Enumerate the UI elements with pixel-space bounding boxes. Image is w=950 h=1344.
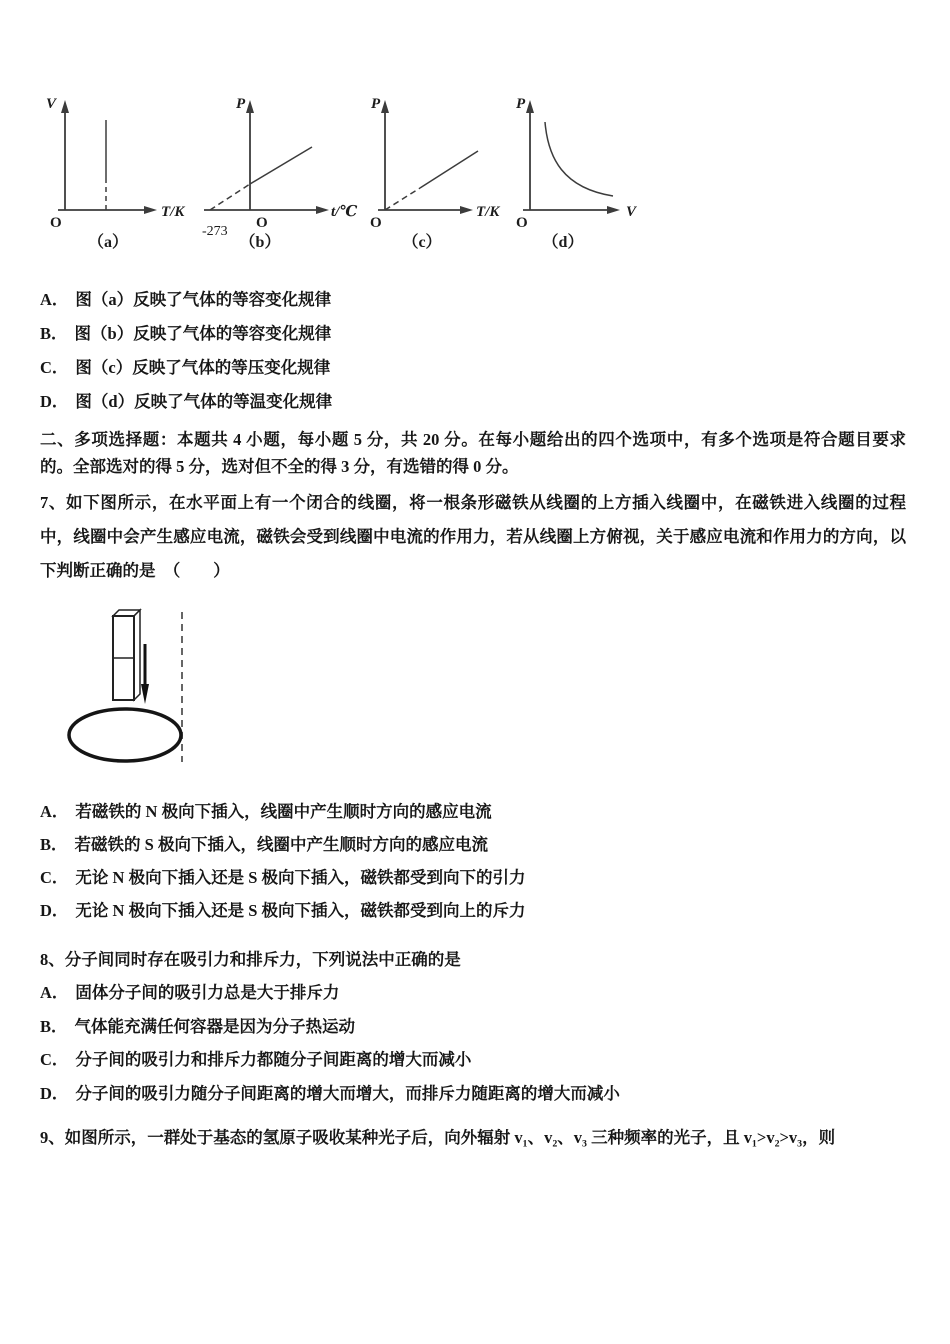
option-text: 若磁铁的 N 极向下插入，线圈中产生顺时方向的感应电流 bbox=[75, 802, 492, 821]
insertion-arrow-icon bbox=[141, 684, 149, 704]
graph-c-y-label: P bbox=[371, 96, 381, 112]
option-row-c bbox=[40, 864, 906, 897]
option-row-a bbox=[40, 798, 906, 831]
option-text: 若磁铁的 S 极向下插入，线圈中产生顺时方向的感应电流 bbox=[74, 835, 488, 854]
option-label: A． bbox=[40, 983, 69, 1002]
question8-stem: 8、分子间同时存在吸引力和排斥力，下列说法中正确的是 bbox=[40, 950, 461, 969]
graph-c-solid-line bbox=[420, 151, 478, 188]
graph-d-caption: （d） bbox=[542, 234, 584, 251]
question7-options bbox=[40, 798, 906, 930]
option-row-d bbox=[40, 388, 906, 422]
graph-a-y-label: V bbox=[46, 96, 57, 112]
option-text: 图（c）反映了气体的等压变化规律 bbox=[75, 358, 331, 377]
option-row-a bbox=[40, 286, 906, 320]
question8-options bbox=[40, 979, 906, 1113]
option-label: D． bbox=[40, 1083, 69, 1103]
graph-b-caption: （b） bbox=[239, 234, 281, 251]
graph-b-tick-minus273: -273 bbox=[202, 224, 228, 239]
graph-b-dashed-line bbox=[210, 184, 250, 210]
option-label: C． bbox=[40, 868, 69, 887]
graph-a-x-label: T/K bbox=[161, 204, 185, 220]
graph-b-origin: O bbox=[256, 215, 268, 231]
graph-b-x-label: t/℃ bbox=[331, 204, 358, 220]
option-text: 分子间的吸引力和排斥力都随分子间距离的增大而减小 bbox=[75, 1050, 472, 1069]
option-label: B． bbox=[40, 835, 68, 854]
magnet-coil-figure-svg bbox=[64, 602, 274, 772]
option-row-a bbox=[40, 979, 906, 1013]
option-row-d bbox=[40, 1080, 906, 1114]
option-label: C． bbox=[40, 358, 69, 377]
option-text: 无论 N 极向下插入还是 S 极向下插入，磁铁都受到向下的引力 bbox=[75, 868, 526, 887]
graph-d-y-label: P bbox=[516, 96, 526, 112]
section2-header: 二、多项选择题：本题共 4 小题，每小题 5 分，共 20 分。在每小题给出的四个选项中，有多个选项是符合题目要求的。全部选对的得 5 分，选对但不全的得 3 分，有选错的得 0 分。 bbox=[40, 430, 906, 476]
option-row-b bbox=[40, 1013, 906, 1047]
graph-d-hyperbola-curve bbox=[545, 122, 613, 196]
option-row-b bbox=[40, 831, 906, 864]
question7-stem: 7、如下图所示，在水平面上有一个闭合的线圈，将一根条形磁铁从线圈的上方插入线圈中，在磁铁进入线圈的过程中，线圈中会产生感应电流，磁铁会受到线圈中电流的作用力，若从线圈上方俯视，关于感应电流和作用力的方向，以下判断正确的是 （ ） bbox=[40, 493, 906, 580]
coil-ellipse bbox=[69, 709, 181, 761]
graph-c-x-label: T/K bbox=[476, 204, 500, 220]
gas-question-options bbox=[40, 286, 906, 422]
option-label: D． bbox=[40, 392, 69, 411]
option-label: A． bbox=[40, 290, 69, 309]
option-text: 分子间的吸引力随分子间距离的增大而增大，而排斥力随距离的增大而减小 bbox=[75, 1083, 620, 1103]
graph-d-isotherm bbox=[505, 90, 660, 253]
option-row-c bbox=[40, 354, 906, 388]
graph-a-isochoric bbox=[40, 90, 200, 253]
graph-c-origin: O bbox=[370, 215, 382, 231]
option-label: D． bbox=[40, 901, 69, 920]
option-label: C． bbox=[40, 1050, 69, 1069]
option-text: 气体能充满任何容器是因为分子热运动 bbox=[74, 1016, 356, 1036]
option-label: B． bbox=[40, 324, 68, 343]
graph-a-caption: （a） bbox=[87, 234, 129, 251]
graph-c-isochoric-kelvin bbox=[360, 90, 510, 253]
graph-b-pressure-celsius bbox=[200, 90, 360, 253]
option-text: 图（a）反映了气体的等容变化规律 bbox=[75, 290, 332, 309]
option-row-d bbox=[40, 897, 906, 930]
graph-d-x-label: V bbox=[626, 204, 637, 220]
option-text: 图（b）反映了气体的等容变化规律 bbox=[74, 324, 332, 343]
graph-c-dashed-line bbox=[385, 188, 420, 210]
graph-d-origin: O bbox=[516, 215, 528, 231]
question9-stem: 9、如图所示，一群处于基态的氢原子吸收某种光子后，向外辐射 v₁、v₂、v₃ 三种频率的光子，且 v₁>v₂>v₃，则 bbox=[40, 1128, 836, 1147]
option-text: 固体分子间的吸引力总是大于排斥力 bbox=[75, 983, 340, 1002]
option-row-c bbox=[40, 1046, 906, 1080]
option-text: 图（d）反映了气体的等温变化规律 bbox=[75, 392, 333, 411]
graph-c-caption: （c） bbox=[402, 234, 442, 251]
option-label: A． bbox=[40, 802, 69, 821]
graph-a-origin: O bbox=[50, 215, 62, 231]
option-row-b bbox=[40, 320, 906, 354]
graph-b-y-label: P bbox=[236, 96, 246, 112]
option-label: B． bbox=[40, 1016, 68, 1036]
graph-b-solid-line bbox=[250, 147, 312, 184]
option-text: 无论 N 极向下插入还是 S 极向下插入，磁铁都受到向上的斥力 bbox=[75, 901, 526, 920]
magnet-coil-figure bbox=[64, 602, 906, 774]
gas-law-graphs bbox=[40, 90, 906, 255]
